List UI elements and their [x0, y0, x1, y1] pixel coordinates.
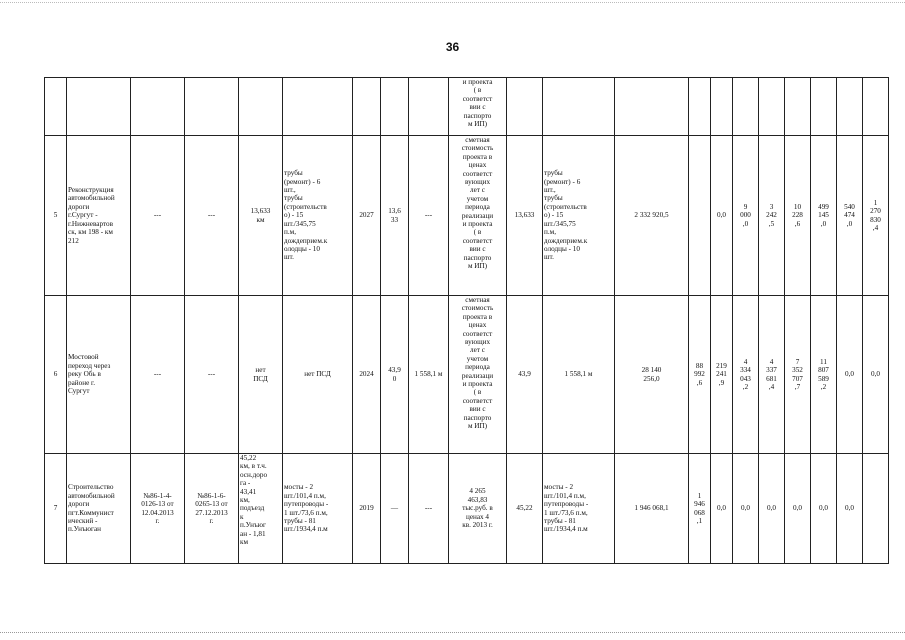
- completion-year: 2019: [353, 454, 381, 564]
- year-value: 0,0: [785, 454, 811, 564]
- completion-year: 2024: [353, 296, 381, 454]
- table-cell: [543, 78, 615, 136]
- project-name: Реконструкция автомобильной дороги г.Сургут - г.Нижневартов ск, км 198 - км 212: [67, 136, 131, 296]
- year-value: 11 807 589 ,2: [811, 296, 837, 454]
- length-km-2: 13,633: [507, 136, 543, 296]
- bridge-length: 1 558,1 м: [409, 296, 449, 454]
- table-cell: [67, 78, 131, 136]
- structures-2: мосты - 2 шт./101,4 п.м, путепроводы - 1 шт./73,6 п.м, трубы - 81 шт./1934,4 п.м: [543, 454, 615, 564]
- year-value: 7 352 707 ,7: [785, 296, 811, 454]
- table-cell: [759, 78, 785, 136]
- year-value: 3 242 ,5: [759, 136, 785, 296]
- table-cell: [785, 78, 811, 136]
- capacity: 45,22 км, в т.ч. осн.доро га - 43,41 км, подъезд к п.Унъюг ан - 1,81 км: [239, 454, 283, 564]
- year-value: 219 241 ,9: [711, 296, 733, 454]
- table-cell: [409, 78, 449, 136]
- table-cell: [811, 78, 837, 136]
- bridge-length: ---: [409, 136, 449, 296]
- year-value: 0,0: [711, 136, 733, 296]
- year-value: 4 337 681 ,4: [759, 296, 785, 454]
- year-value: 1 946 068 ,1: [689, 454, 711, 564]
- project-name: Строительство автомобильной дороги пгт.Коммунист ический - п.Унъюган: [67, 454, 131, 564]
- year-value: 1 270 830 ,4: [863, 136, 889, 296]
- capacity: 13,633 км: [239, 136, 283, 296]
- year-value: 540 474 ,0: [837, 136, 863, 296]
- year-value: 0,0: [711, 454, 733, 564]
- row-number: 5: [45, 136, 67, 296]
- year-value: 0,0: [863, 296, 889, 454]
- bridge-length: ---: [409, 454, 449, 564]
- page-edge-top: [0, 2, 905, 3]
- table-row-project-7: [45, 454, 889, 564]
- table-cell: [863, 78, 889, 136]
- estimated-cost: сметная стоимость проекта в ценах соответст вующих лет с учетом периода реализаци и проекта ( в соответст вии с паспорто м ИП): [449, 296, 507, 454]
- length-km-2: 43,9: [507, 296, 543, 454]
- year-value: 88 992 ,6: [689, 296, 711, 454]
- investment-projects-table: [44, 77, 889, 564]
- completion-year: 2027: [353, 136, 381, 296]
- table-cell: [837, 78, 863, 136]
- year-value: 499 145 ,0: [811, 136, 837, 296]
- year-value: 10 228 ,6: [785, 136, 811, 296]
- structures: нет ПСД: [283, 296, 353, 454]
- year-value: 9 000 ,0: [733, 136, 759, 296]
- table-cell: [239, 78, 283, 136]
- table-cell: [283, 78, 353, 136]
- project-name: Мостовой переход через реку Обь в районе г. Сургут: [67, 296, 131, 454]
- year-value: 0,0: [837, 454, 863, 564]
- page-edge-bottom: [0, 632, 905, 633]
- expertise-conclusion: ---: [131, 136, 185, 296]
- total-cost: 1 946 068,1: [615, 454, 689, 564]
- table-row-project-6: [45, 296, 889, 454]
- year-value: [863, 454, 889, 564]
- length-km: 13,6 33: [381, 136, 409, 296]
- table-cell: [507, 78, 543, 136]
- estimated-cost: сметная стоимость проекта в ценах соответст вующих лет с учетом периода реализаци и проекта ( в соответст вии с паспорто м ИП): [449, 136, 507, 296]
- table-cell: [381, 78, 409, 136]
- table-cell-cost-note: и проекта ( в соответст вии с паспорто м ИП): [449, 78, 507, 136]
- length-km: 43,9 0: [381, 296, 409, 454]
- table-cell: [45, 78, 67, 136]
- table-cell: [353, 78, 381, 136]
- table-row-project-5: [45, 136, 889, 296]
- structures: мосты - 2 шт./101,4 п.м, путепроводы - 1 шт./73,6 п.м, трубы - 81 шт./1934,4 п.м: [283, 454, 353, 564]
- total-cost: 2 332 920,5: [615, 136, 689, 296]
- construction-permit: ---: [185, 136, 239, 296]
- construction-permit: №86-1-6- 0265-13 от 27.12.2013 г.: [185, 454, 239, 564]
- table-cell: [711, 78, 733, 136]
- expertise-conclusion: №86-1-4- 0126-13 от 12.04.2013 г.: [131, 454, 185, 564]
- construction-permit: ---: [185, 296, 239, 454]
- structures-2: 1 558,1 м: [543, 296, 615, 454]
- total-cost: 28 140 256,0: [615, 296, 689, 454]
- year-value: 0,0: [733, 454, 759, 564]
- structures-2: трубы (ремонт) - 6 шт., трубы (строительств о) - 15 шт./345,75 п.м, дождеприем.к олодцы - 10 шт.: [543, 136, 615, 296]
- capacity: нет ПСД: [239, 296, 283, 454]
- table-cell: [185, 78, 239, 136]
- row-number: 6: [45, 296, 67, 454]
- table-cell: [733, 78, 759, 136]
- page-number: 36: [445, 40, 460, 54]
- structures: трубы (ремонт) - 6 шт., трубы (строительств о) - 15 шт./345,75 п.м, дождеприем.к олодцы - 10 шт.: [283, 136, 353, 296]
- table-cell: [689, 78, 711, 136]
- year-value: 0,0: [759, 454, 785, 564]
- year-value: 4 334 043 ,2: [733, 296, 759, 454]
- row-number: 7: [45, 454, 67, 564]
- year-value: [689, 136, 711, 296]
- expertise-conclusion: ---: [131, 296, 185, 454]
- year-value: 0,0: [837, 296, 863, 454]
- estimated-cost: 4 265 463,83 тыс.руб. в ценах 4 кв. 2013 г.: [449, 454, 507, 564]
- year-value: 0,0: [811, 454, 837, 564]
- length-km: —: [381, 454, 409, 564]
- table-row-continuation: [45, 78, 889, 136]
- table-cell: [615, 78, 689, 136]
- length-km-2: 45,22: [507, 454, 543, 564]
- table-cell: [131, 78, 185, 136]
